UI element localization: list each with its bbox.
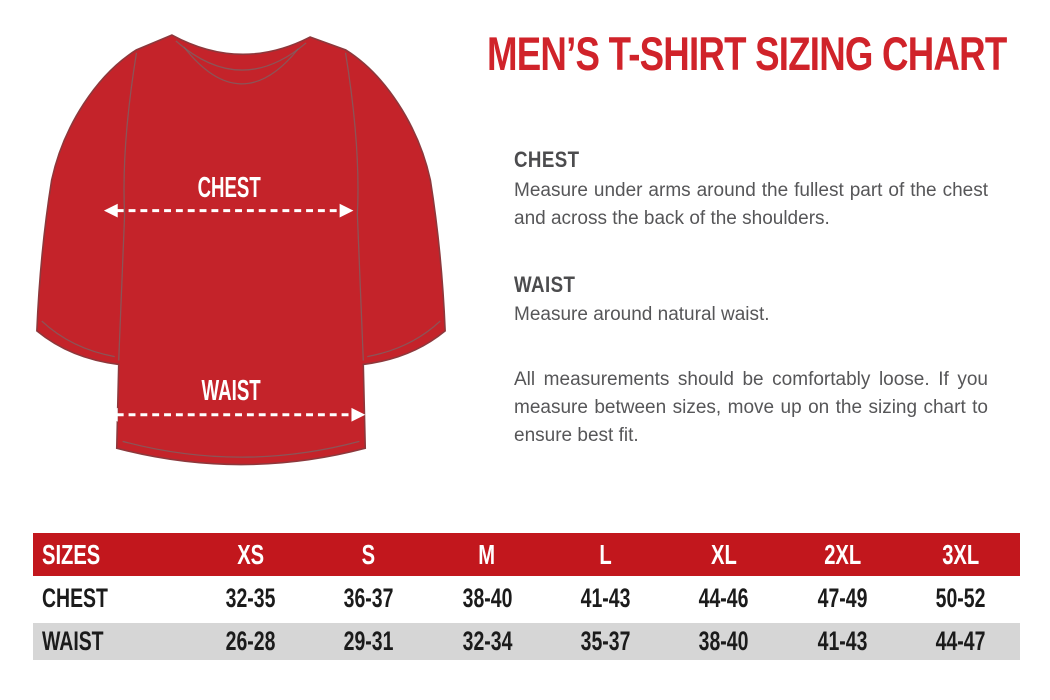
shirt-chest-label: CHEST: [197, 171, 262, 204]
table-header-cell: 2XL: [823, 538, 861, 570]
table-row-chest: [33, 576, 1020, 621]
table-cell: 32-35: [225, 583, 276, 613]
table-row-label: WAIST: [42, 626, 104, 656]
tshirt-illustration: [26, 14, 456, 494]
waist-section-heading: WAIST: [514, 272, 576, 297]
chest-section-heading: CHEST: [514, 147, 580, 172]
tshirt-graphic: [26, 14, 456, 494]
table-cell: 32-34: [462, 626, 512, 656]
shirt-waist-label: WAIST: [201, 374, 262, 407]
fit-note: All measurements should be comfortably loose. If you measure between sizes, move up on the sizing chart to ensure best fit.: [514, 369, 988, 446]
table-cell: 36-37: [343, 583, 394, 613]
waist-section-body: Measure around natural waist.: [514, 304, 770, 325]
table-header-cell: L: [599, 538, 612, 570]
table-cell: 26-28: [225, 626, 276, 656]
table-row-waist: [33, 621, 1020, 660]
table-header-cell: S: [361, 538, 376, 570]
table-cell: 44-46: [699, 583, 749, 613]
table-cell: 38-40: [462, 583, 512, 613]
page-title: MEN’S T-SHIRT SIZING CHART: [487, 27, 1007, 80]
chest-section-body: Measure under arms around the fullest part of the chest and across the back of the shoulders.: [514, 180, 988, 229]
table-header-cell: M: [478, 538, 496, 570]
table-cell: 29-31: [343, 626, 394, 656]
table-cell: 41-43: [580, 583, 631, 613]
sizing-table: [33, 533, 1020, 660]
table-header-row: [33, 533, 1020, 576]
table-cell: 38-40: [699, 626, 749, 656]
table-cell: 35-37: [580, 626, 631, 656]
table-header-cell: 3XL: [942, 538, 980, 570]
table-cell: 44-47: [935, 626, 986, 656]
table-cell: 41-43: [817, 626, 868, 656]
table-cell: 50-52: [935, 583, 986, 613]
table-row-label: CHEST: [42, 583, 108, 613]
table-header-cell: SIZES: [42, 538, 101, 570]
table-cell: 47-49: [817, 583, 868, 613]
table-header-cell: XS: [236, 538, 264, 570]
table-header-cell: XL: [711, 538, 737, 570]
